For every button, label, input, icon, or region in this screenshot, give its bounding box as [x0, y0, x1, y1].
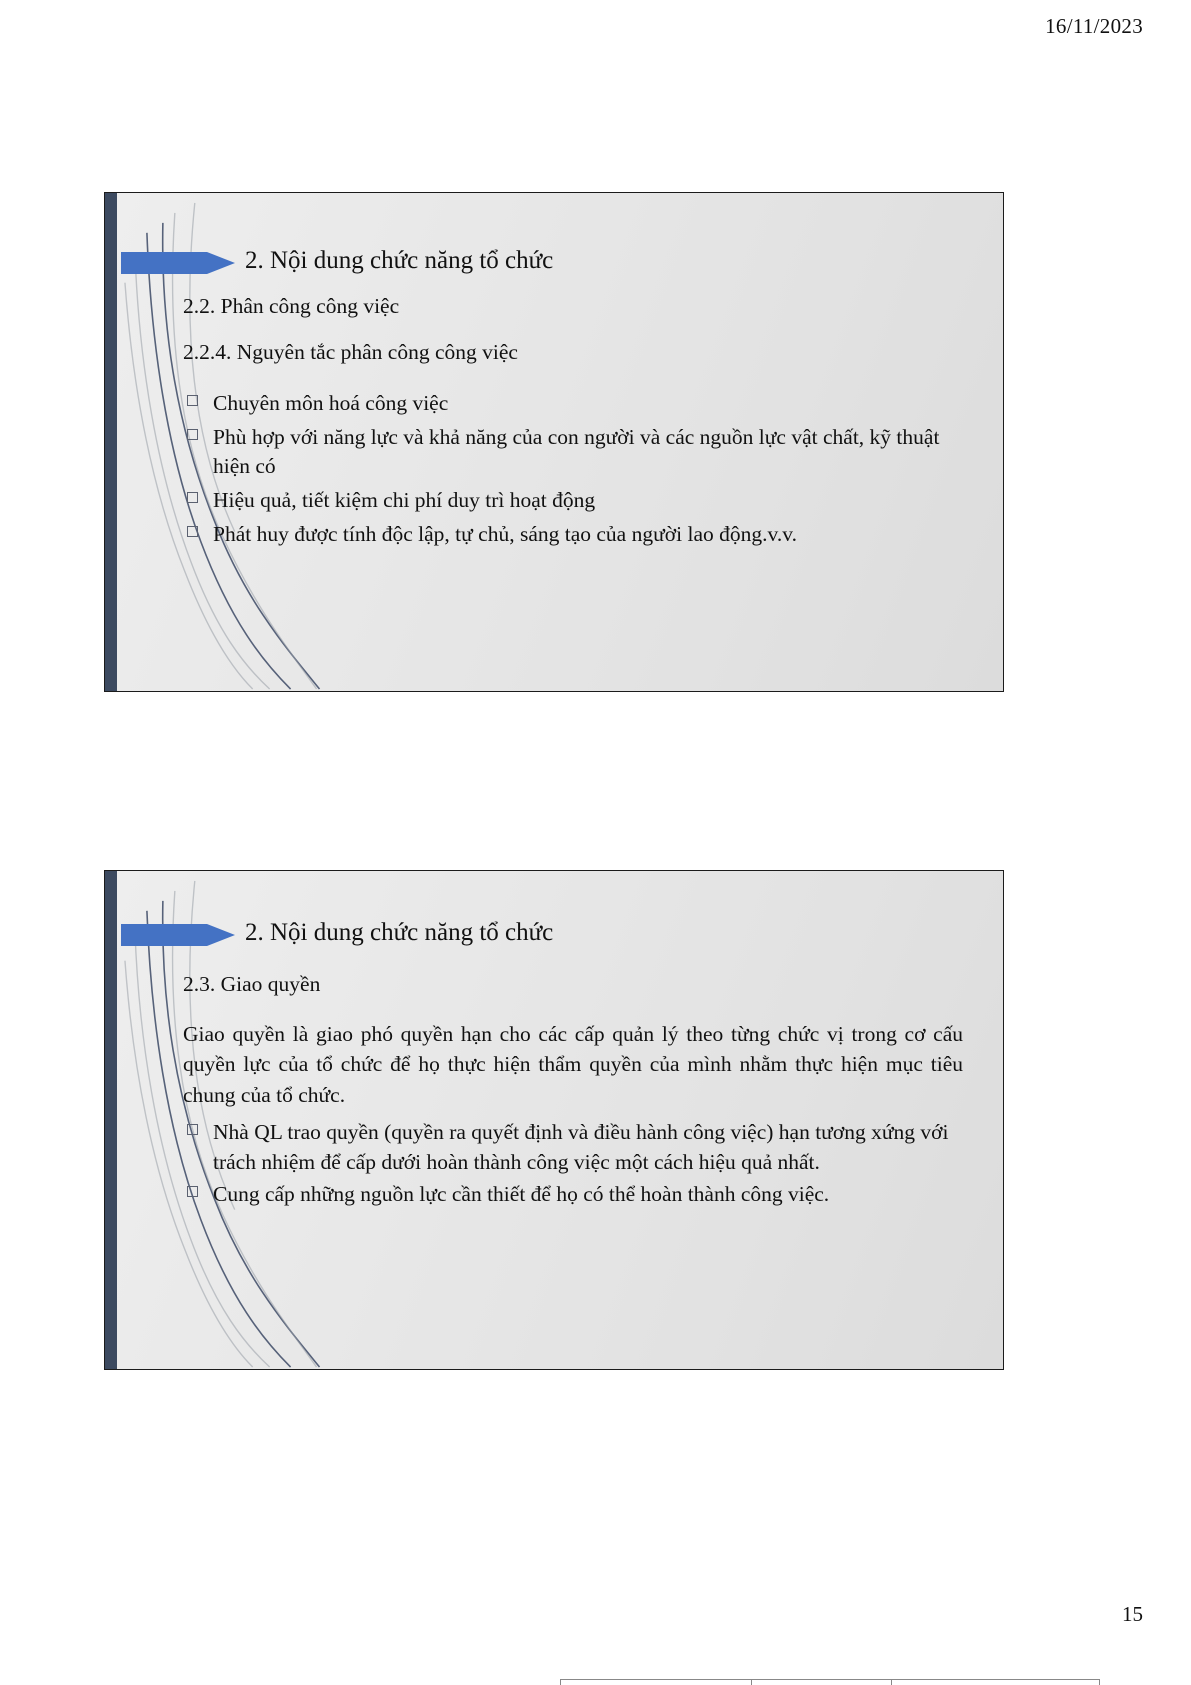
arrow-banner-icon [121, 247, 235, 279]
page-number: 15 [1122, 1602, 1143, 1626]
slide-title-row [105, 913, 1003, 957]
list-item [183, 389, 963, 419]
list-item [183, 1118, 963, 1177]
sub-heading-1: 2.2. Phân công công việc [183, 294, 400, 318]
square-bullet-icon [187, 526, 198, 537]
list-item [183, 1180, 963, 1210]
square-bullet-icon [187, 395, 198, 406]
list-item-text: Nhà QL trao quyền (quyền ra quyết định và điều hành công việc) hạn tương xứng với trách nhiệm để cấp dưới hoàn thành công việc một cách hiệu quả nhất. [213, 1120, 949, 1175]
footer-divider [891, 1680, 892, 1685]
list-item [183, 486, 963, 516]
footer-divider [751, 1680, 752, 1685]
arrow-banner-icon [121, 919, 235, 951]
sub-heading-2: 2.2.4. Nguyên tắc phân công công việc [183, 339, 518, 364]
square-bullet-icon [187, 492, 198, 503]
square-bullet-icon [187, 1124, 198, 1135]
page-footer-table-edge [560, 1679, 1100, 1685]
bullet-list [183, 1118, 963, 1209]
sub-heading-1: 2.3. Giao quyền [183, 972, 321, 996]
list-item [183, 520, 963, 550]
slide-title: 2. Nội dung chức năng tổ chức [245, 247, 554, 274]
slide-2 [104, 870, 1004, 1370]
slide-2-body [183, 971, 963, 1211]
bullet-list [183, 389, 963, 549]
slide-title-row [105, 241, 1003, 285]
square-bullet-icon [187, 1186, 198, 1197]
list-item-text: Cung cấp những nguồn lực cần thiết để họ có thể hoàn thành công việc. [213, 1181, 830, 1206]
body-paragraph: Giao quyền là giao phó quyền hạn cho các cấp quản lý theo từng chức vị trong cơ cấu quyền lực của tổ chức để họ thực hiện thẩm quyền của mình nhằm thực hiện mục tiêu chung của tổ chức. [183, 1021, 963, 1107]
list-item-text: Chuyên môn hoá công việc [213, 390, 449, 415]
square-bullet-icon [187, 429, 198, 440]
list-item-text: Phù hợp với năng lực và khả năng của con người và các nguồn lực vật chất, kỹ thuật hiện có [213, 424, 940, 479]
list-item-text: Hiệu quả, tiết kiệm chi phí duy trì hoạt động [213, 487, 596, 512]
list-item-text: Phát huy được tính độc lập, tự chủ, sáng tạo của người lao động.v.v. [213, 521, 797, 546]
list-item [183, 423, 963, 482]
slide-1-body [183, 293, 963, 553]
slide-title: 2. Nội dung chức năng tổ chức [245, 919, 554, 946]
page-date: 16/11/2023 [1045, 14, 1143, 38]
slide-1 [104, 192, 1004, 692]
